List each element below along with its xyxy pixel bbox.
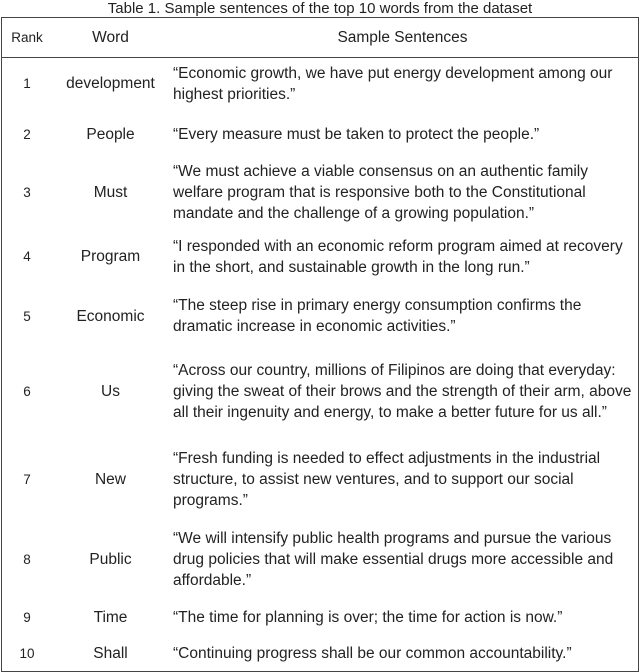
word-cell: development bbox=[66, 75, 155, 93]
sentence-cell: “We will intensify public health programs and pursue the various drug policies that will make essential drugs more accessible and affordable.” bbox=[173, 529, 614, 589]
table-row bbox=[2, 160, 639, 226]
rank-cell: 6 bbox=[23, 384, 31, 399]
word-cell: Economic bbox=[76, 307, 145, 325]
word-cell: Shall bbox=[93, 644, 128, 662]
rank-cell: 3 bbox=[23, 185, 31, 200]
header-row bbox=[2, 18, 639, 58]
sentence-cell: “Every measure must be taken to protect the people.” bbox=[173, 126, 540, 143]
sentence-cell: “The steep rise in primary energy consumption confirms the dramatic increase in economic activities.” bbox=[173, 297, 582, 335]
sentence-cell: “Fresh funding is needed to effect adjustments in the industrial structure, to assist new ventures, and to support our social programs.” bbox=[173, 449, 601, 509]
table-row bbox=[2, 636, 639, 672]
word-cell: Time bbox=[93, 608, 128, 626]
word-cell: Must bbox=[93, 184, 128, 201]
table-row bbox=[2, 520, 639, 599]
table-row bbox=[2, 439, 639, 520]
word-cell: Us bbox=[101, 383, 120, 400]
table-row bbox=[2, 58, 639, 110]
rank-cell: 9 bbox=[23, 609, 31, 625]
word-cell: Program bbox=[80, 248, 141, 265]
sentence-cell: “Continuing progress shall be our common accountability.” bbox=[173, 644, 572, 662]
sentence-cell: “Across our country, millions of Filipinos are doing that everyday: giving the sweat of their brows and the strength of their arm, above all their ingenuity and energy, to make a better future for us all.” bbox=[173, 362, 632, 421]
header-rank: Rank bbox=[2, 18, 53, 58]
word-cell: People bbox=[86, 126, 135, 143]
table-row bbox=[2, 226, 639, 288]
header-sentences: Sample Sentences bbox=[169, 18, 639, 58]
word-cell: Public bbox=[89, 550, 132, 568]
rank-cell: 10 bbox=[19, 645, 35, 661]
word-cell: New bbox=[94, 470, 126, 488]
sentence-cell: “Economic growth, we have put energy development among our highest priorities.” bbox=[173, 64, 613, 103]
table-row bbox=[2, 599, 639, 636]
header-word: Word bbox=[52, 18, 169, 58]
rank-cell: 1 bbox=[23, 76, 31, 92]
rank-cell: 4 bbox=[23, 249, 31, 264]
rank-cell: 5 bbox=[23, 308, 31, 324]
sentence-cell: “I responded with an economic reform program aimed at recovery in the short, and sustainable growth in the long run.” bbox=[173, 237, 623, 276]
sentence-cell: “We must achieve a viable consensus on an authentic family welfare program that is responsive both to the Constitutional mandate and the challenge of a growing population.” bbox=[173, 163, 588, 222]
sentence-cell: “The time for planning is over; the time for action is now.” bbox=[173, 608, 563, 626]
table-caption: Table 1. Sample sentences of the top 10 words from the dataset bbox=[107, 0, 533, 17]
table-row bbox=[2, 345, 639, 439]
rank-cell: 8 bbox=[23, 551, 31, 567]
table-row bbox=[2, 110, 639, 160]
rank-cell: 2 bbox=[23, 127, 31, 142]
table-row bbox=[2, 288, 639, 345]
sample-sentences-table bbox=[1, 17, 639, 672]
rank-cell: 7 bbox=[23, 471, 31, 487]
